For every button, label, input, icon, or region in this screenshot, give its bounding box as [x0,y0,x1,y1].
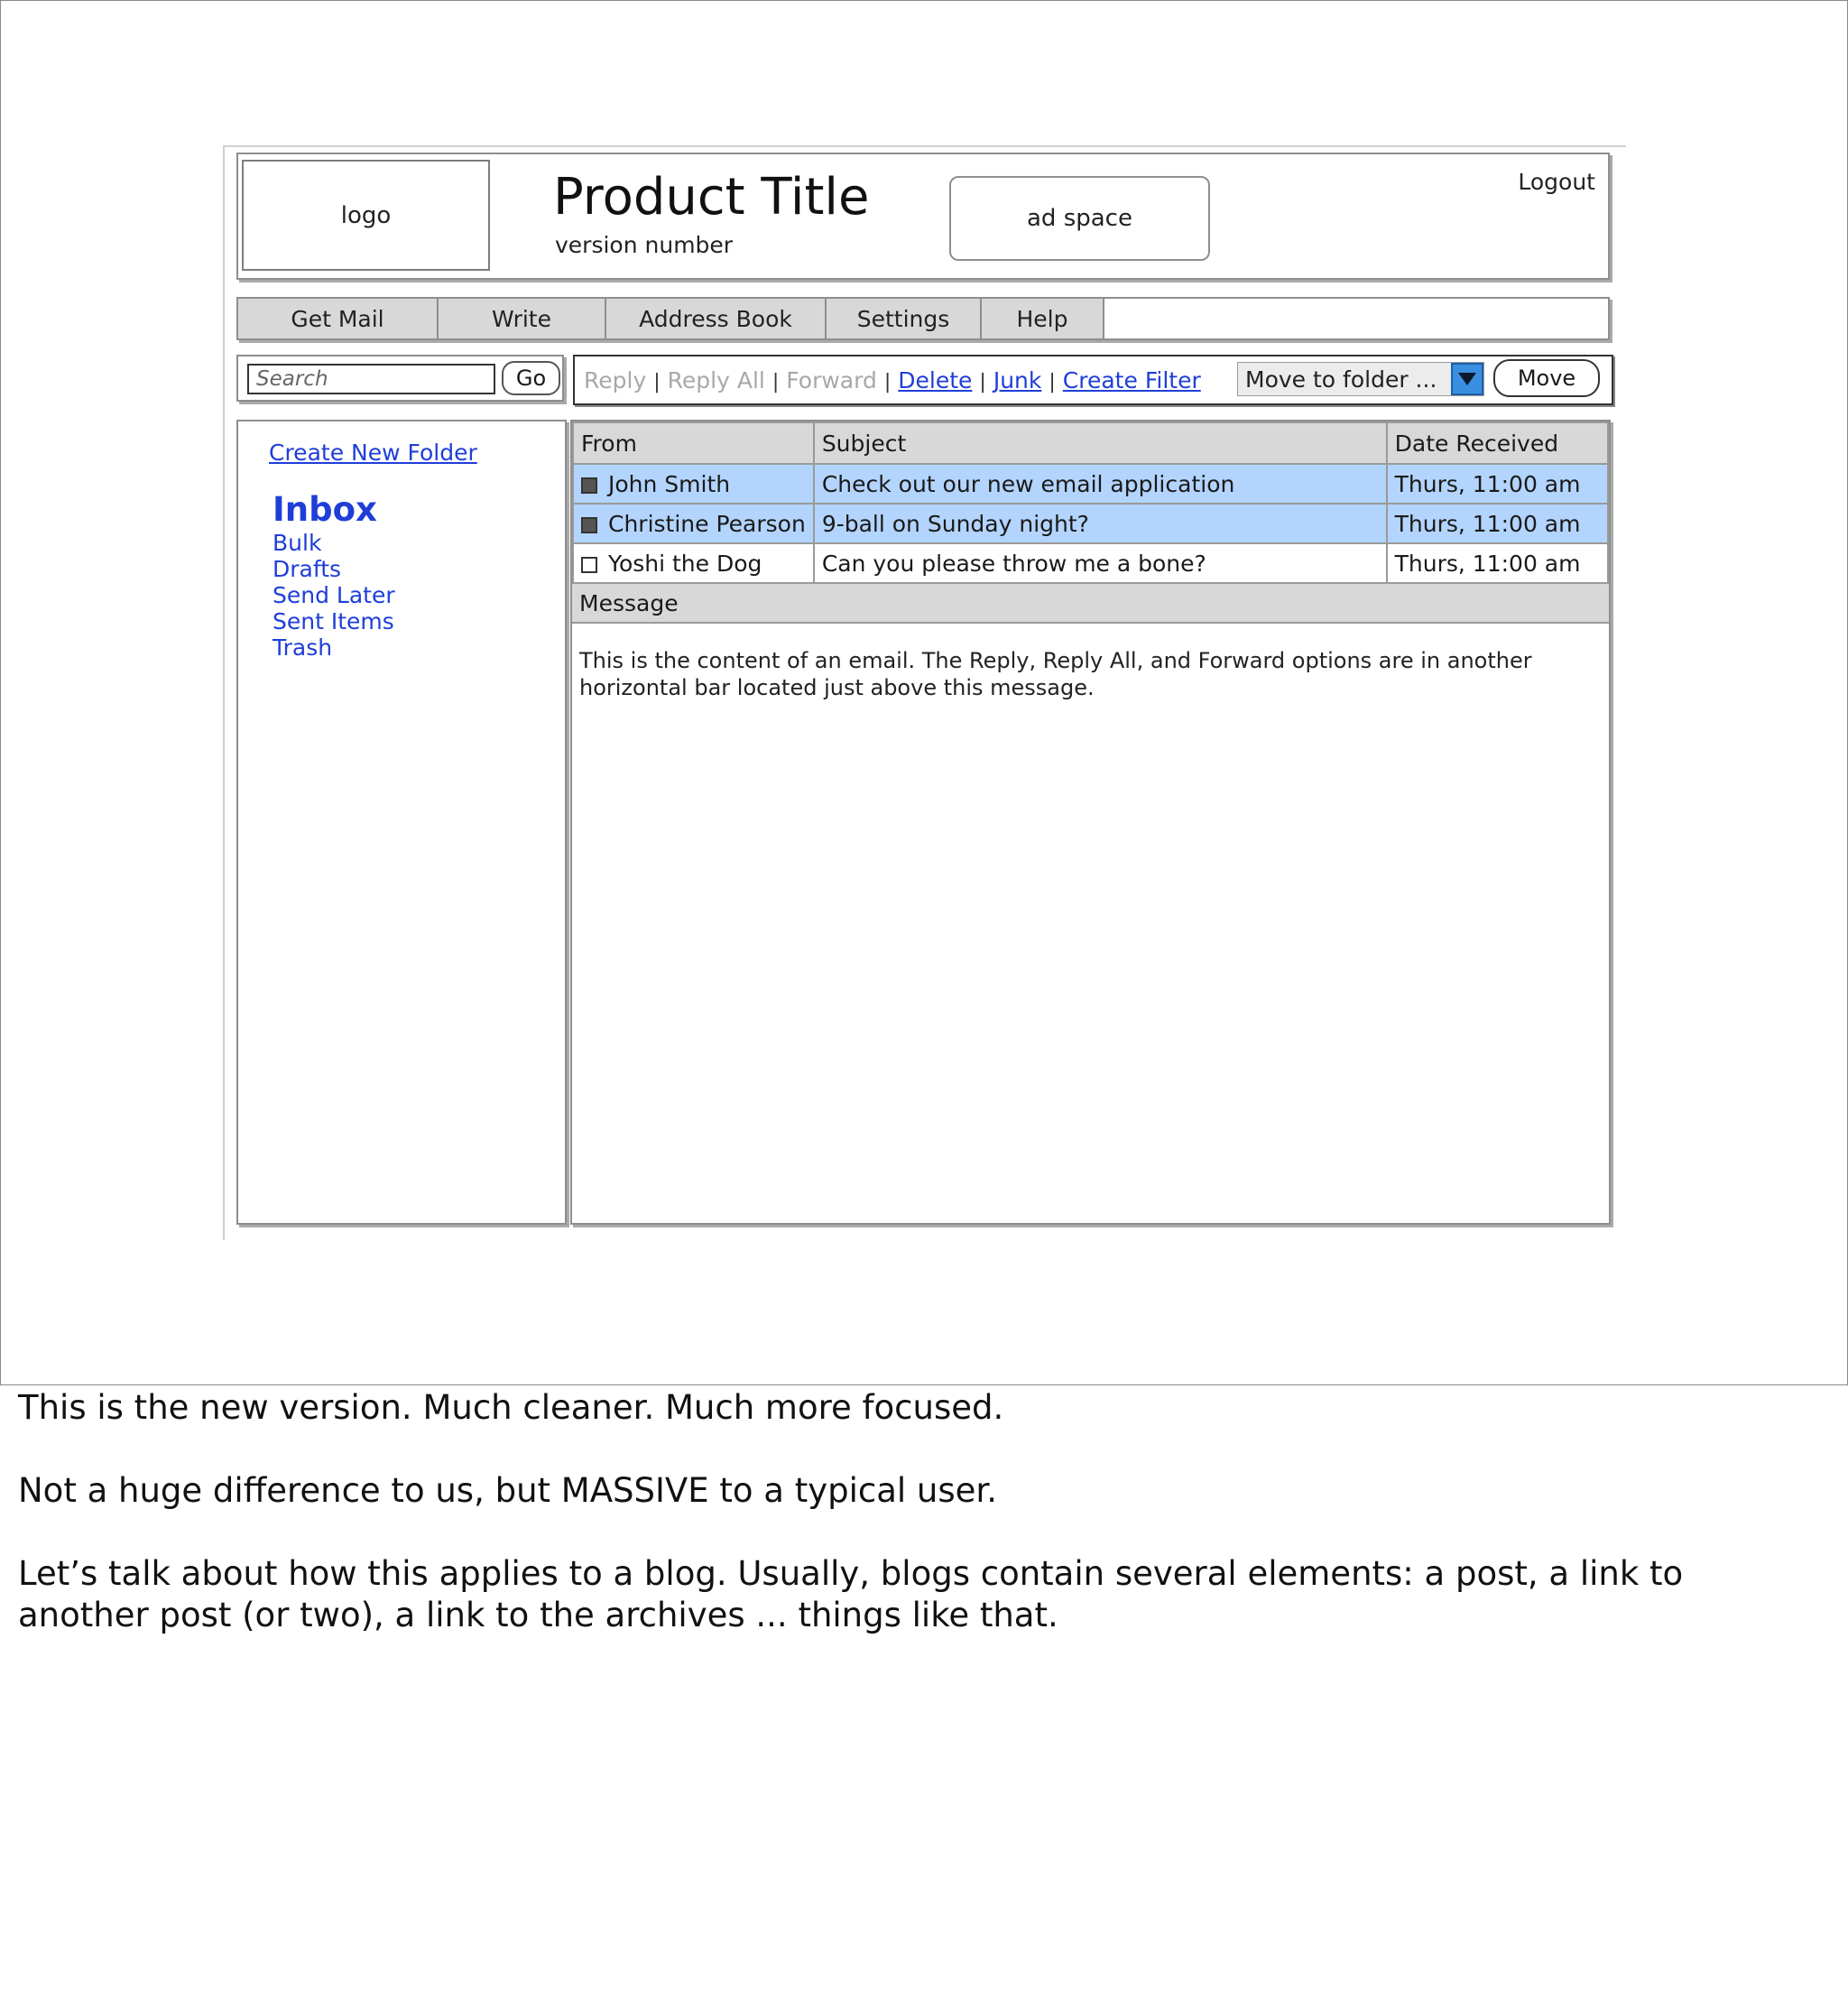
table-row[interactable] [573,504,1608,543]
date-cell: Thurs, 11:00 am [1387,504,1608,543]
folder-sent-items[interactable]: Sent Items [273,608,394,634]
folder-bulk[interactable]: Bulk [273,530,322,556]
wireframe-mockup [223,145,1626,1240]
speaker-notes [18,1387,1814,1678]
notes-paragraph: Let’s talk about how this applies to a blog. Usually, blogs contain several elements: a post, a link to another post (or two), a link to the archives ... things like that. [18,1554,1684,1634]
message-list-table [572,421,1609,584]
chevron-down-icon[interactable] [1451,363,1483,395]
nav-settings[interactable]: Settings [827,299,982,338]
checkbox[interactable] [581,477,597,494]
message-header: Message [572,582,1609,624]
notes-paragraph: Not a huge difference to us, but MASSIVE to a typical user. [18,1471,997,1510]
delete-link[interactable]: Delete [898,367,973,393]
table-header-row [573,422,1608,464]
folder-list [273,490,395,661]
folder-sidebar [236,420,567,1225]
from-cell [573,543,814,583]
logo-placeholder: logo [242,160,490,271]
date-cell: Thurs, 11:00 am [1387,464,1608,504]
move-button[interactable]: Move [1493,359,1600,397]
column-header-date[interactable]: Date Received [1387,422,1608,464]
nav-get-mail[interactable]: Get Mail [238,299,439,338]
from-cell [573,504,814,543]
move-to-folder-select[interactable] [1237,362,1484,396]
ad-space: ad space [949,176,1210,261]
separator: | [653,371,661,393]
from-cell [573,464,814,504]
folder-drafts[interactable]: Drafts [273,556,342,582]
app-header [236,153,1610,280]
folder-trash[interactable]: Trash [273,634,333,661]
subject-cell: 9-ball on Sunday night? [814,504,1387,543]
main-nav [236,297,1610,340]
search-bar [236,355,564,402]
product-title: Product Title [553,168,870,227]
notes-paragraph: This is the new version. Much cleaner. Much more focused. [18,1388,1004,1427]
go-button[interactable]: Go [502,361,560,395]
from-name: Christine Pearson [608,510,806,537]
subject-cell: Can you please throw me a bone? [814,543,1387,583]
message-action-bar [573,355,1613,405]
nav-spacer [1104,299,1608,338]
folder-inbox[interactable]: Inbox [273,490,377,529]
separator: | [883,371,892,393]
from-name: Yoshi the Dog [608,550,762,577]
action-links [584,367,1201,393]
folder-select-value: Move to folder ... [1245,366,1437,393]
mockup-edge [223,145,1626,147]
nav-help[interactable]: Help [982,299,1104,338]
version-number: version number [555,232,734,258]
create-new-folder-link[interactable]: Create New Folder [269,440,477,466]
mail-panel [570,420,1611,1225]
separator: | [772,371,780,393]
date-cell: Thurs, 11:00 am [1387,543,1608,583]
mockup-edge [223,145,225,1240]
separator: | [979,371,986,393]
create-filter-link[interactable]: Create Filter [1062,367,1201,393]
nav-address-book[interactable]: Address Book [606,299,827,338]
from-name: John Smith [608,470,731,497]
table-row[interactable] [573,543,1608,583]
column-header-subject[interactable]: Subject [814,422,1387,464]
forward-link[interactable]: Forward [786,367,877,393]
message-body: This is the content of an email. The Reply, Reply All, and Forward options are in another horizontal bar located just above this message. [579,648,1532,700]
table-row[interactable] [573,464,1608,504]
reply-all-link[interactable]: Reply All [667,367,765,393]
reply-link[interactable]: Reply [584,367,647,393]
nav-write[interactable]: Write [439,299,606,338]
search-input[interactable] [247,364,495,394]
column-header-from[interactable]: From [573,422,814,464]
logout-link[interactable]: Logout [1518,169,1595,195]
folder-send-later[interactable]: Send Later [273,582,395,608]
checkbox[interactable] [581,557,597,573]
junk-link[interactable]: Junk [993,367,1042,393]
separator: | [1049,371,1056,393]
subject-cell: Check out our new email application [814,464,1387,504]
checkbox[interactable] [581,517,597,533]
